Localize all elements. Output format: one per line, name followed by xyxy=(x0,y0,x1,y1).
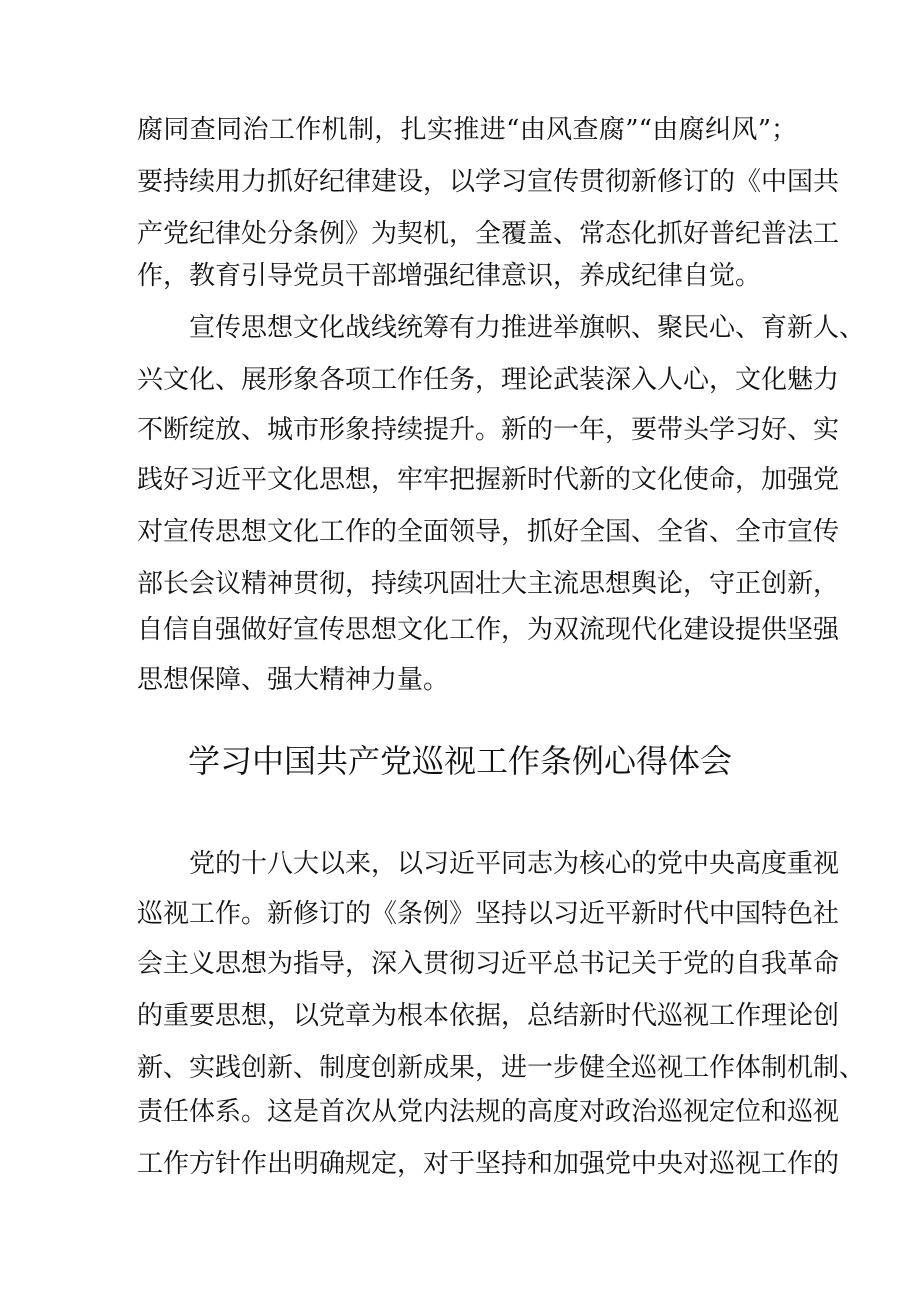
paragraph-2-line-8: 思想保障、强大精神力量。 xyxy=(137,665,450,695)
paragraph-1-line-1: 腐同查同治工作机制，扎实推进“由风查腐”“由腐纠风”； xyxy=(137,115,797,145)
paragraph-2-line-2: 兴文化、展形象各项工作任务，理论武装深入人心，文化魅力 xyxy=(137,365,840,395)
paragraph-2-line-4: 践好习近平文化思想，牢牢把握新时代新的文化使命，加强党 xyxy=(137,465,840,495)
paragraph-1-line-3: 产党纪律处分条例》为契机，全覆盖、常态化抓好普纪普法工 xyxy=(137,219,840,249)
paragraph-2-line-6: 部长会议精神贯彻，持续巩固壮大主流思想舆论，守正创新， xyxy=(137,569,840,599)
paragraph-3-line-4: 的重要思想，以党章为根本依据，总结新时代巡视工作理论创 xyxy=(137,1001,840,1031)
paragraph-1-line-2: 要持续用力抓好纪律建设，以学习宣传贯彻新修订的《中国共 xyxy=(137,167,840,197)
paragraph-3-line-7: 工作方针作出明确规定，对于坚持和加强党中央对巡视工作的 xyxy=(137,1149,840,1179)
paragraph-1-line-4: 作，教育引导党员干部增强纪律意识，养成纪律自觉。 xyxy=(137,261,762,291)
paragraph-2-line-1: 宣传思想文化战线统筹有力推进举旗帜、聚民心、育新人、 xyxy=(189,313,866,343)
paragraph-3-line-2: 巡视工作。新修订的《条例》坚持以习近平新时代中国特色社 xyxy=(137,899,840,929)
paragraph-3-line-6: 责任体系。这是首次从党内法规的高度对政治巡视定位和巡视 xyxy=(137,1097,840,1127)
paragraph-2-line-7: 自信自强做好宣传思想文化工作，为双流现代化建设提供坚强 xyxy=(137,615,840,645)
paragraph-2-line-5: 对宣传思想文化工作的全面领导，抓好全国、全省、全市宣传 xyxy=(137,517,840,547)
paragraph-3-line-1: 党的十八大以来，以习近平同志为核心的党中央高度重视 xyxy=(189,849,840,879)
paragraph-2-line-3: 不断绽放、城市形象持续提升。新的一年，要带头学习好、实 xyxy=(137,415,840,445)
section-title: 学习中国共产党巡视工作条例心得体会 xyxy=(187,742,732,780)
paragraph-3-line-3: 会主义思想为指导，深入贯彻习近平总书记关于党的自我革命 xyxy=(137,949,840,979)
paragraph-3-line-5: 新、实践创新、制度创新成果，进一步健全巡视工作体制机制、 xyxy=(137,1053,866,1083)
